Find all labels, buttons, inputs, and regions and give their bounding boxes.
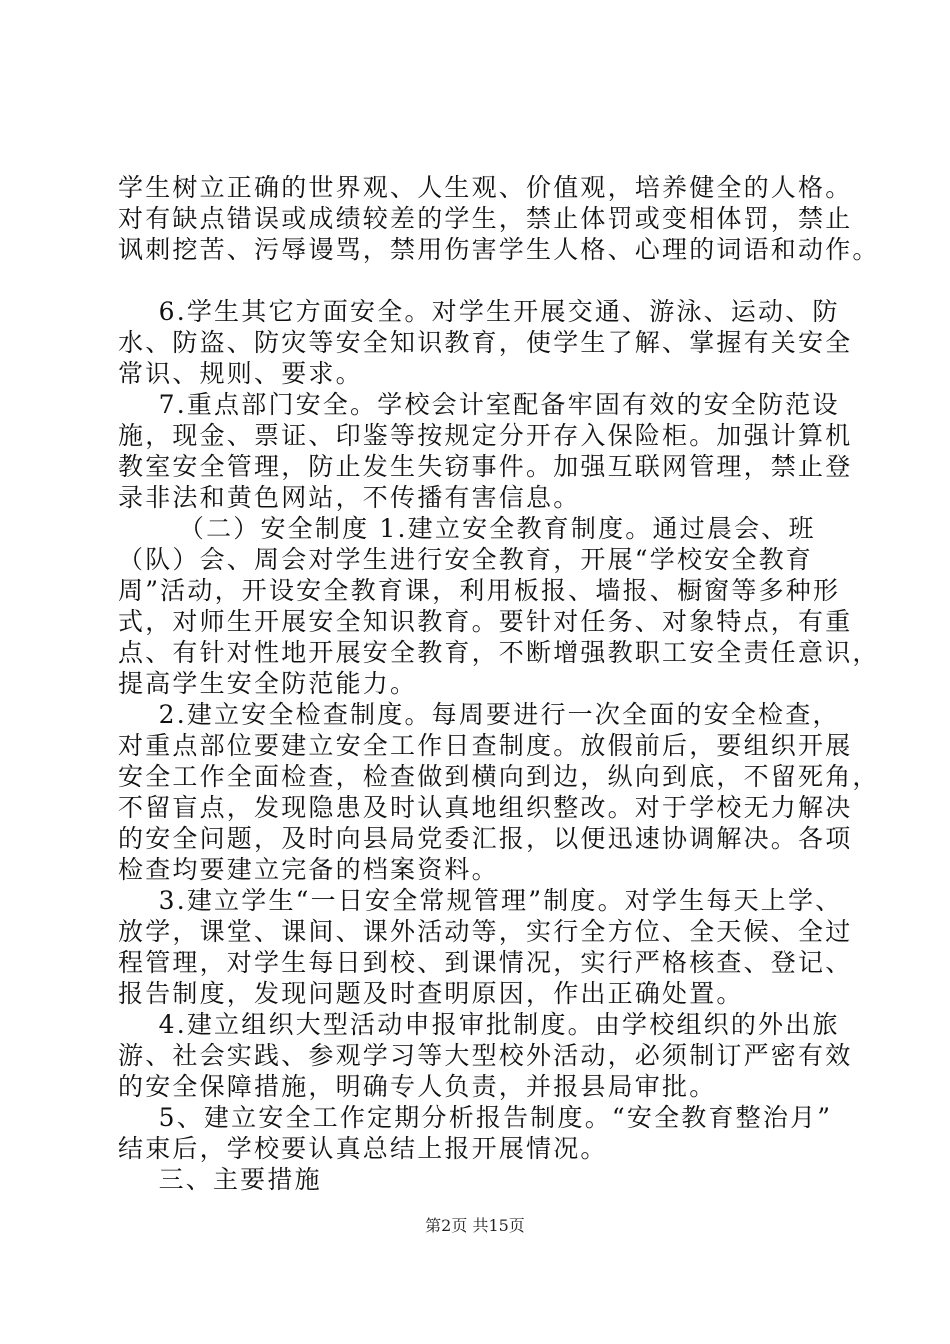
text-line: 7.重点部门安全。学校会计室配备牢固有效的安全防范设 [118, 390, 840, 419]
text-line: 点、有针对性地开展安全教育，不断增强教职工安全责任意识， [118, 638, 880, 667]
text-line: 5、建立安全工作定期分析报告制度。“安全教育整治月” [118, 1103, 833, 1132]
text-line: 式，对师生开展安全知识教育。要针对任务、对象特点，有重 [118, 607, 853, 636]
text-line: 3.建立学生“一日安全常规管理”制度。对学生每天上学、 [118, 886, 843, 915]
text-line: 的安全问题，及时向县局党委汇报，以便迅速协调解决。各项 [118, 824, 853, 853]
text-line: 安全工作全面检查，检查做到横向到边，纵向到底，不留死角， [118, 762, 880, 791]
text-line: 录非法和黄色网站，不传播有害信息。 [118, 483, 581, 512]
text-line: （二）安全制度 1.建立安全教育制度。通过晨会、班 [118, 514, 816, 543]
text-line: 6.学生其它方面安全。对学生开展交通、游泳、运动、防 [118, 297, 840, 326]
text-line: 不留盲点，发现隐患及时认真地组织整改。对于学校无力解决 [118, 793, 853, 822]
text-line: 提高学生安全防范能力。 [118, 669, 418, 698]
text-line: 对重点部位要建立安全工作日查制度。放假前后，要组织开展 [118, 731, 853, 760]
paragraph-gap [118, 265, 848, 296]
text-line: 的安全保障措施，明确专人负责，并报县局审批。 [118, 1072, 717, 1101]
text-line: 放学，课堂、课间、课外活动等，实行全方位、全天候、全过 [118, 917, 853, 946]
text-line: 常识、规则、要求。 [118, 359, 363, 388]
text-line: 水、防盗、防灾等安全知识教育，使学生了解、掌握有关安全 [118, 328, 853, 357]
text-line: 周”活动，开设安全教育课，利用板报、墙报、橱窗等多种形 [118, 576, 841, 605]
text-line: 结束后，学校要认真总结上报开展情况。 [118, 1134, 608, 1163]
text-line: 对有缺点错误或成绩较差的学生，禁止体罚或变相体罚，禁止 [118, 204, 853, 233]
text-line: 程管理，对学生每日到校、到课情况，实行严格核查、登记、 [118, 948, 853, 977]
document-body [118, 172, 880, 1195]
text-line: 4.建立组织大型活动申报审批制度。由学校组织的外出旅 [118, 1010, 840, 1039]
text-line: 讽刺挖苦、污辱谩骂，禁用伤害学生人格、心理的词语和动作。 [118, 235, 880, 264]
text-line: 施，现金、票证、印鉴等按规定分开存入保险柜。加强计算机 [118, 421, 853, 450]
text-line: 报告制度，发现问题及时查明原因，作出正确处置。 [118, 979, 744, 1008]
page-number: 第2页 共15页 [425, 1216, 525, 1235]
text-line: 2.建立安全检查制度。每周要进行一次全面的安全检查， [118, 700, 840, 729]
text-line: 教室安全管理，防止发生失窃事件。加强互联网管理，禁止登 [118, 452, 853, 481]
text-line: 检查均要建立完备的档案资料。 [118, 855, 499, 884]
text-line: 学生树立正确的世界观、人生观、价值观，培养健全的人格。 [118, 173, 853, 202]
section-heading: 三、主要措施 [118, 1165, 322, 1194]
text-line: 游、社会实践、参观学习等大型校外活动，必须制订严密有效 [118, 1041, 853, 1070]
text-line: （队）会、周会对学生进行安全教育，开展“学校安全教育 [118, 545, 813, 574]
